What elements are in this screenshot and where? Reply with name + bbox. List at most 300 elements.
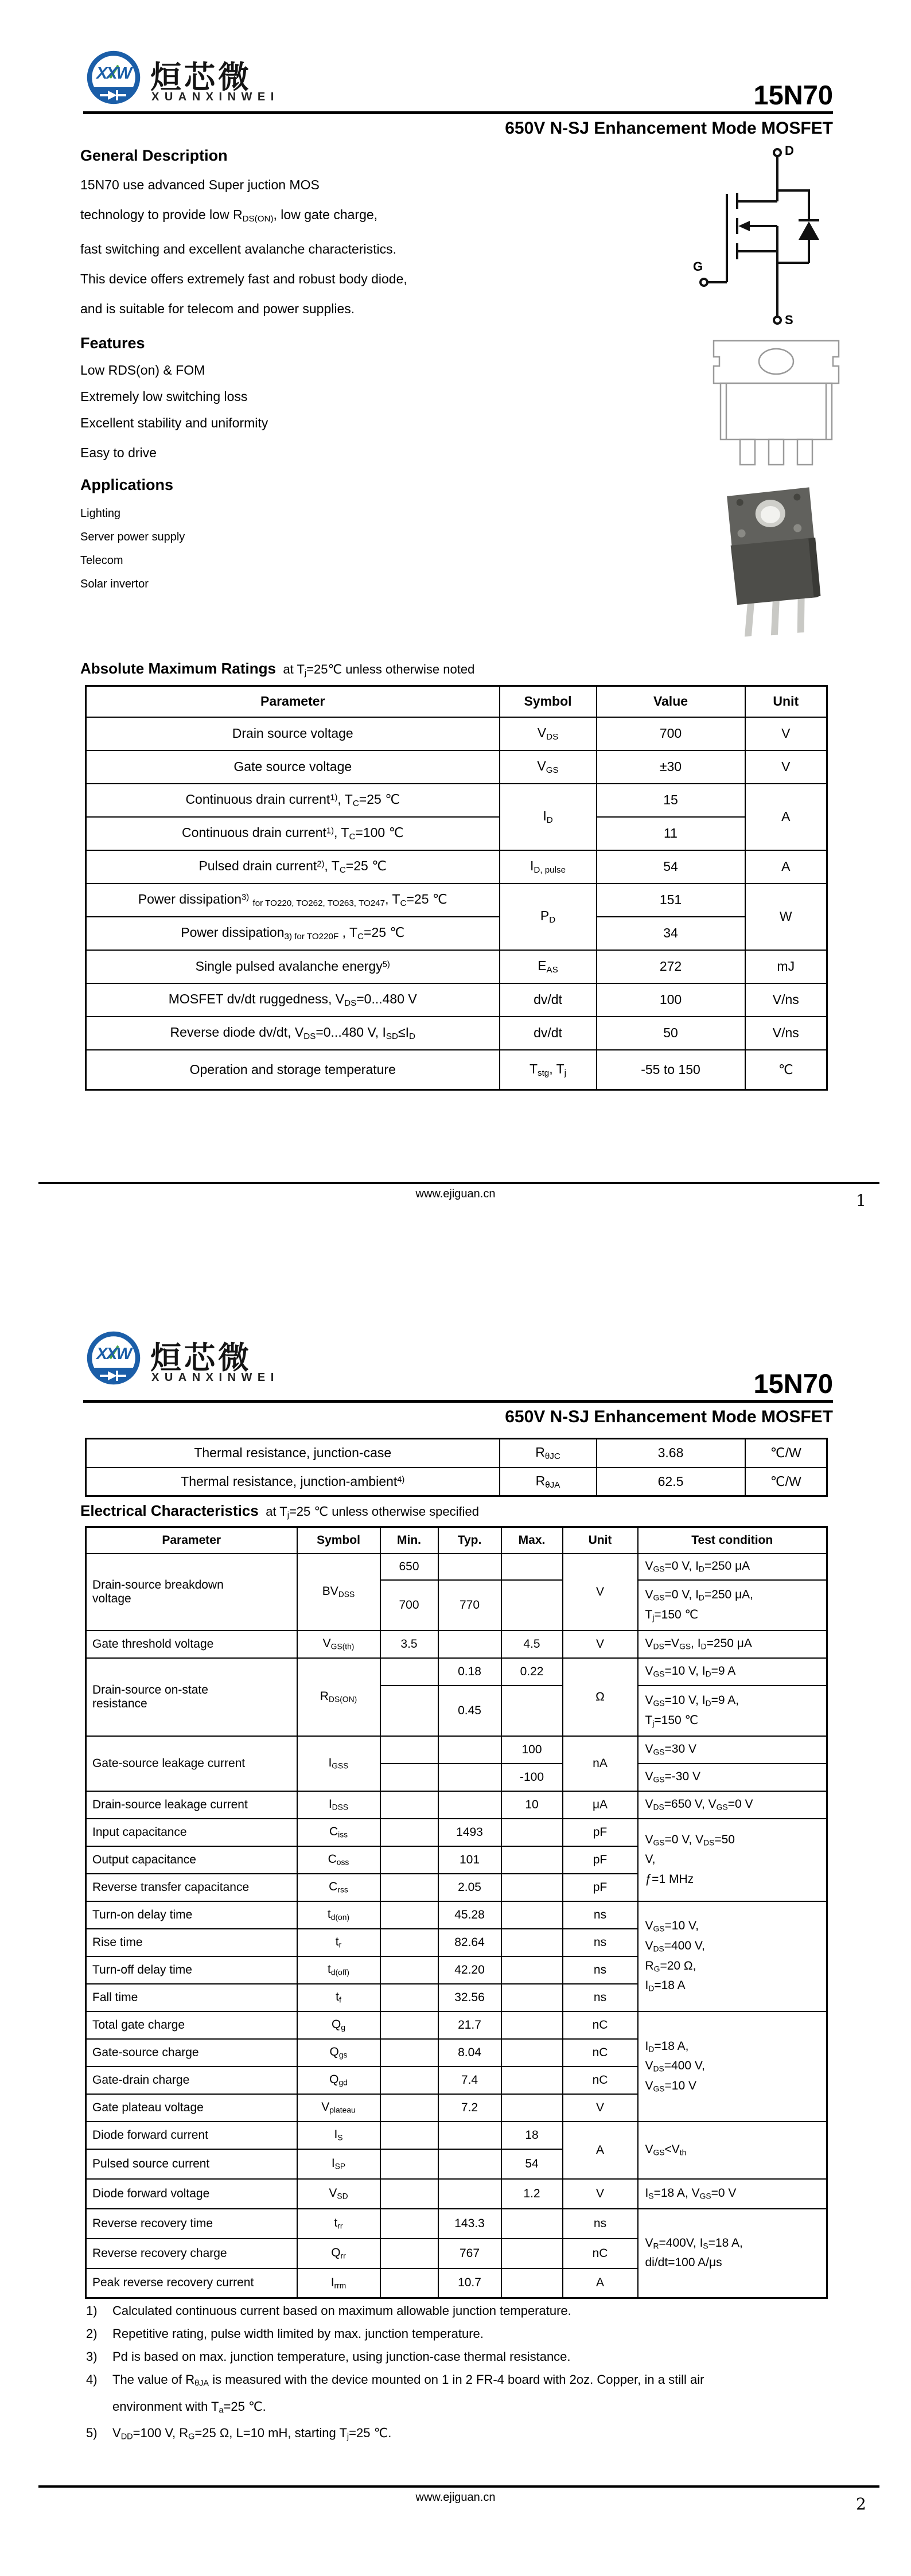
- col-symbol: Symbol: [297, 1527, 380, 1554]
- blank-cell: [438, 1736, 501, 1764]
- parameter-cell: Gate plateau voltage: [86, 2094, 297, 2122]
- table-row: [86, 784, 827, 817]
- table-row: [86, 2179, 827, 2209]
- blank-cell: [380, 2239, 438, 2268]
- col-test-condition: Test condition: [638, 1527, 827, 1554]
- unit-cell: ℃/W: [745, 1439, 827, 1468]
- note-number: 1): [86, 2303, 98, 2318]
- parameter-cell: Peak reverse recovery current: [86, 2268, 297, 2298]
- brand-name-cn: 烜芯微: [150, 60, 252, 95]
- unit-cell: nA: [563, 1736, 638, 1791]
- unit-cell: Ω: [563, 1658, 638, 1736]
- col-parameter: Parameter: [86, 1527, 297, 1554]
- col-value: Value: [597, 686, 745, 717]
- max-cell: 0.22: [501, 1658, 563, 1686]
- note-item: [86, 2422, 843, 2449]
- blank-cell: [501, 2094, 563, 2122]
- unit-cell: V: [745, 717, 827, 750]
- typ-cell: 2.05: [438, 1874, 501, 1901]
- min-cell: 650: [380, 1554, 438, 1580]
- value-cell: 11: [597, 817, 745, 850]
- unit-cell: ℃/W: [745, 1468, 827, 1496]
- unit-cell: pF: [563, 1874, 638, 1901]
- condition-cell: $V_{GS}<V_{th}$: [638, 2122, 827, 2179]
- blank-cell: [380, 2268, 438, 2298]
- typ-cell: 21.7: [438, 2011, 501, 2039]
- parameter-cell: Power dissipation$^{3)}$ $_{for TO220, TO262, TO263, TO247}$, $T_C=25$ ℃: [86, 884, 500, 917]
- parameter-cell: Rise time: [86, 1929, 297, 1956]
- blank-cell: [501, 2209, 563, 2239]
- note-text: $V_{DD}=100$ V, $R_G=25$ Ω, L=10 mH, starting $T_j=25$ ℃.: [112, 2426, 392, 2442]
- symbol-cell: $Q_{gs}$: [297, 2039, 380, 2067]
- brand-name-en: XUANXINWEI: [151, 1371, 279, 1384]
- note-number: 4): [86, 2372, 98, 2387]
- blank-cell: [501, 1686, 563, 1736]
- unit-cell: ns: [563, 2209, 638, 2239]
- blank-cell: [380, 2149, 438, 2179]
- unit-cell: ns: [563, 1984, 638, 2011]
- typ-cell: 767: [438, 2239, 501, 2268]
- blank-cell: [501, 2067, 563, 2094]
- blank-cell: [380, 1791, 438, 1819]
- blank-cell: [380, 1929, 438, 1956]
- parameter-cell: Turn-on delay time: [86, 1901, 297, 1929]
- symbol-cell: $I_{DSS}$: [297, 1791, 380, 1819]
- symbol-cell: $V_{DS}$: [500, 717, 597, 750]
- blank-cell: [438, 1554, 501, 1580]
- part-number: 15N70: [753, 80, 833, 110]
- col-max: Max.: [501, 1527, 563, 1554]
- blank-cell: [501, 1819, 563, 1846]
- symbol-cell: $R_{\theta JC}$: [500, 1439, 597, 1468]
- symbol-cell: $I_D$: [500, 784, 597, 850]
- footer-rule: [38, 2485, 879, 2488]
- table-row: [86, 1901, 827, 1929]
- features-heading: Features: [80, 334, 145, 352]
- description-line: 15N70 use advanced Super juction MOS: [80, 177, 320, 192]
- unit-cell: V/ns: [745, 1017, 827, 1050]
- value-cell: 50: [597, 1017, 745, 1050]
- thermal-table: [85, 1438, 828, 1497]
- max-cell: 1.2: [501, 2179, 563, 2209]
- unit-cell: A: [745, 850, 827, 884]
- unit-cell: V: [745, 750, 827, 784]
- application-item: Telecom: [80, 554, 123, 567]
- value-cell: 3.68: [597, 1439, 745, 1468]
- brand-monogram: XXW: [96, 64, 131, 83]
- blank-cell: [380, 1736, 438, 1764]
- description-line: fast switching and excellent avalanche characteristics.: [80, 241, 397, 256]
- parameter-cell: Drain-source breakdown voltage: [86, 1554, 297, 1631]
- parameter-cell: Diode forward voltage: [86, 2179, 297, 2209]
- table-row: [86, 1736, 827, 1764]
- device-subtitle: 650V N-SJ Enhancement Mode MOSFET: [505, 119, 833, 138]
- unit-cell: ns: [563, 1956, 638, 1984]
- symbol-cell: $C_{iss}$: [297, 1819, 380, 1846]
- max-cell: 10: [501, 1791, 563, 1819]
- parameter-cell: Fall time: [86, 1984, 297, 2011]
- typ-cell: 143.3: [438, 2209, 501, 2239]
- blank-cell: [380, 2039, 438, 2067]
- note-item: [86, 2345, 843, 2368]
- blank-cell: [380, 1874, 438, 1901]
- parameter-cell: Thermal resistance, junction-case: [86, 1439, 500, 1468]
- min-cell: 3.5: [380, 1631, 438, 1658]
- page-number: 1: [856, 1191, 866, 1210]
- blank-cell: [380, 1984, 438, 2011]
- symbol-cell: $V_{GS(th)}$: [297, 1631, 380, 1658]
- application-item: Server power supply: [80, 531, 185, 543]
- note-item: [86, 2322, 843, 2345]
- value-cell: 700: [597, 717, 745, 750]
- brand-name-cn: 烜芯微: [150, 1341, 252, 1375]
- abs-max-heading-bold: Absolute Maximum Ratings: [80, 660, 276, 677]
- table-row: [86, 884, 827, 917]
- table-row: [86, 1439, 827, 1468]
- unit-cell: V: [563, 2094, 638, 2122]
- max-cell: 54: [501, 2149, 563, 2179]
- parameter-cell: Pulsed drain current$^{2)}$, $T_C=25$ ℃: [86, 850, 500, 884]
- col-typ: Typ.: [438, 1527, 501, 1554]
- header-rule: [83, 1400, 833, 1403]
- unit-cell: W: [745, 884, 827, 950]
- symbol-cell: $Q_g$: [297, 2011, 380, 2039]
- note-text: Calculated continuous current based on maximum allowable junction temperature.: [112, 2303, 571, 2318]
- symbol-cell: $R_{\theta JA}$: [500, 1468, 597, 1496]
- note-number: 5): [86, 2426, 98, 2441]
- typ-cell: 7.2: [438, 2094, 501, 2122]
- description-line: This device offers extremely fast and robust body diode,: [80, 271, 407, 286]
- parameter-cell: Reverse transfer capacitance: [86, 1874, 297, 1901]
- drain-label: D: [785, 143, 794, 158]
- parameter-cell: Thermal resistance, junction-ambient$^{4)}$: [86, 1468, 500, 1496]
- table-header-row: [86, 1527, 827, 1554]
- blank-cell: [501, 1580, 563, 1631]
- parameter-cell: Input capacitance: [86, 1819, 297, 1846]
- unit-cell: ns: [563, 1929, 638, 1956]
- symbol-cell: $Q_{rr}$: [297, 2239, 380, 2268]
- parameter-cell: Reverse recovery charge: [86, 2239, 297, 2268]
- table-row: [86, 1791, 827, 1819]
- table-row: [86, 750, 827, 784]
- unit-cell: A: [563, 2268, 638, 2298]
- parameter-cell: Single pulsed avalanche energy$^{5)}$: [86, 950, 500, 983]
- unit-cell: V/ns: [745, 983, 827, 1017]
- blank-cell: [438, 2122, 501, 2149]
- blank-cell: [501, 1984, 563, 2011]
- typ-cell: 101: [438, 1846, 501, 1874]
- symbol-cell: $Q_{gd}$: [297, 2067, 380, 2094]
- parameter-cell: Continuous drain current$^{1)}$, $T_C=100$ ℃: [86, 817, 500, 850]
- symbol-cell: $T_{stg}$, $T_j$: [500, 1050, 597, 1090]
- parameter-cell: Continuous drain current$^{1)}$, $T_C=25$ ℃: [86, 784, 500, 817]
- blank-cell: [380, 1819, 438, 1846]
- typ-cell: 0.45: [438, 1686, 501, 1736]
- typ-cell: 42.20: [438, 1956, 501, 1984]
- symbol-cell: dv/dt: [500, 983, 597, 1017]
- parameter-cell: Diode forward current: [86, 2122, 297, 2149]
- blank-cell: [380, 2011, 438, 2039]
- symbol-cell: $V_{SD}$: [297, 2179, 380, 2209]
- condition-cell: $V_{GS}=0$ V, $I_D=250$ μA, $T_j=150$ ℃: [638, 1580, 827, 1631]
- table-row: [86, 1050, 827, 1090]
- unit-cell: nC: [563, 2039, 638, 2067]
- parameter-cell: Gate-source charge: [86, 2039, 297, 2067]
- condition-cell: $V_{GS}=0$ V, $I_D=250$ μA: [638, 1554, 827, 1580]
- application-item: Lighting: [80, 507, 121, 520]
- brand-name-en: XUANXINWEI: [151, 91, 279, 103]
- mosfet-symbol-icon: [691, 145, 846, 334]
- part-number: 15N70: [753, 1368, 833, 1399]
- brand-monogram: XXW: [96, 1345, 131, 1363]
- description-line: and is suitable for telecom and power supplies.: [80, 301, 355, 316]
- symbol-cell: $BV_{DSS}$: [297, 1554, 380, 1631]
- note-item: [86, 2368, 843, 2422]
- symbol-cell: $t_{d(off)}$: [297, 1956, 380, 1984]
- blank-cell: [438, 2149, 501, 2179]
- condition-cell: $V_{GS}=0$ V, $V_{DS}=50$ V, ƒ=1 MHz: [638, 1819, 827, 1901]
- condition-cell: $V_{GS}=-30$ V: [638, 1764, 827, 1791]
- value-cell: 62.5: [597, 1468, 745, 1496]
- unit-cell: nC: [563, 2011, 638, 2039]
- feature-item: Extremely low switching loss: [80, 389, 248, 404]
- typ-cell: 82.64: [438, 1929, 501, 1956]
- condition-cell: $V_{GS}=10$ V, $I_D=9$ A: [638, 1658, 827, 1686]
- note-number: 2): [86, 2326, 98, 2341]
- notes-list: [86, 2299, 843, 2449]
- parameter-cell: Gate threshold voltage: [86, 1631, 297, 1658]
- value-cell: 15: [597, 784, 745, 817]
- symbol-cell: $I_{D, pulse}$: [500, 850, 597, 884]
- blank-cell: [501, 2011, 563, 2039]
- blank-cell: [380, 1764, 438, 1791]
- unit-cell: mJ: [745, 950, 827, 983]
- table-row: [86, 1468, 827, 1496]
- table-row: [86, 1631, 827, 1658]
- value-cell: ±30: [597, 750, 745, 784]
- blank-cell: [501, 1846, 563, 1874]
- symbol-cell: $E_{AS}$: [500, 950, 597, 983]
- applications-heading: Applications: [80, 476, 174, 493]
- table-row: [86, 2209, 827, 2239]
- min-cell: 700: [380, 1580, 438, 1631]
- blank-cell: [501, 1901, 563, 1929]
- typ-cell: 32.56: [438, 1984, 501, 2011]
- unit-cell: V: [563, 1554, 638, 1631]
- package-photo: [714, 485, 832, 640]
- source-label: S: [785, 313, 793, 327]
- table-row: [86, 1658, 827, 1686]
- value-cell: 100: [597, 983, 745, 1017]
- typ-cell: 1493: [438, 1819, 501, 1846]
- abs-max-table: [85, 685, 828, 1091]
- blank-cell: [380, 2179, 438, 2209]
- symbol-cell: $t_f$: [297, 1984, 380, 2011]
- table-header-row: [86, 686, 827, 717]
- typ-cell: 7.4: [438, 2067, 501, 2094]
- parameter-cell: Gate source voltage: [86, 750, 500, 784]
- symbol-cell: $R_{DS(ON)}$: [297, 1658, 380, 1736]
- note-text: The value of $R_{\theta JA}$ is measured with the device mounted on 1 in 2 FR-4 board with 2oz. Copper, in a still air environment with $T_a=25$ ℃.: [112, 2372, 704, 2415]
- typ-cell: 10.7: [438, 2268, 501, 2298]
- feature-item: Low RDS(on) & FOM: [80, 363, 205, 378]
- symbol-cell: $I_{SP}$: [297, 2149, 380, 2179]
- unit-cell: pF: [563, 1846, 638, 1874]
- parameter-cell: Operation and storage temperature: [86, 1050, 500, 1090]
- symbol-cell: $C_{rss}$: [297, 1874, 380, 1901]
- symbol-cell: $I_S$: [297, 2122, 380, 2149]
- note-item: [86, 2299, 843, 2322]
- footer-url: www.ejiguan.cn: [415, 2491, 496, 2504]
- electrical-heading-bold: Electrical Characteristics: [80, 1502, 259, 1519]
- footer-rule: [38, 1182, 879, 1184]
- parameter-cell: Output capacitance: [86, 1846, 297, 1874]
- typ-cell: 8.04: [438, 2039, 501, 2067]
- electrical-table: [85, 1526, 828, 2299]
- max-cell: 100: [501, 1736, 563, 1764]
- symbol-cell: $V_{plateau}$: [297, 2094, 380, 2122]
- general-description-text: [80, 170, 407, 324]
- table-row: [86, 817, 827, 850]
- parameter-cell: Drain source voltage: [86, 717, 500, 750]
- header-rule: [83, 111, 833, 114]
- parameter-cell: Reverse diode dv/dt, $V_{DS}=0...480$ V, $I_{SD}\le I_D$: [86, 1017, 500, 1050]
- unit-cell: A: [745, 784, 827, 850]
- device-subtitle: 650V N-SJ Enhancement Mode MOSFET: [505, 1407, 833, 1426]
- max-cell: 18: [501, 2122, 563, 2149]
- gate-label: G: [693, 259, 703, 274]
- typ-cell: 0.18: [438, 1658, 501, 1686]
- electrical-heading-note: at $T_j=25$ ℃ unless otherwise specified: [266, 1504, 479, 1520]
- note-text: Repetitive rating, pulse width limited by max. junction temperature.: [112, 2326, 484, 2341]
- blank-cell: [380, 1956, 438, 1984]
- unit-cell: nC: [563, 2239, 638, 2268]
- blank-cell: [380, 1658, 438, 1686]
- table-row: [86, 2011, 827, 2039]
- table-row: [86, 850, 827, 884]
- feature-item: Excellent stability and uniformity: [80, 415, 268, 430]
- col-parameter: Parameter: [86, 686, 500, 717]
- parameter-cell: Pulsed source current: [86, 2149, 297, 2179]
- blank-cell: [438, 1764, 501, 1791]
- col-unit: Unit: [745, 686, 827, 717]
- note-number: 3): [86, 2349, 98, 2364]
- symbol-cell: $I_{rrm}$: [297, 2268, 380, 2298]
- blank-cell: [501, 2039, 563, 2067]
- value-cell: 272: [597, 950, 745, 983]
- application-item: Solar invertor: [80, 578, 149, 590]
- abs-max-heading-note: at $T_j=25℃$ unless otherwise noted: [283, 662, 475, 678]
- value-cell: 34: [597, 917, 745, 950]
- parameter-cell: Turn-off delay time: [86, 1956, 297, 1984]
- blank-cell: [438, 1791, 501, 1819]
- unit-cell: ns: [563, 1901, 638, 1929]
- col-min: Min.: [380, 1527, 438, 1554]
- parameter-cell: Gate-source leakage current: [86, 1736, 297, 1791]
- description-line: technology to provide low $R_{DS(ON)}$, low gate charge,: [80, 207, 378, 224]
- blank-cell: [380, 1901, 438, 1929]
- condition-cell: $V_{GS}=10$ V, $V_{DS}=400$ V, $R_G=20$ Ω, $I_D=18$ A: [638, 1901, 827, 2011]
- parameter-cell: Total gate charge: [86, 2011, 297, 2039]
- symbol-cell: $t_r$: [297, 1929, 380, 1956]
- package-outline-drawing: [704, 337, 848, 468]
- parameter-cell: Drain-source leakage current: [86, 1791, 297, 1819]
- table-row: [86, 950, 827, 983]
- table-row: [86, 2122, 827, 2149]
- blank-cell: [438, 1631, 501, 1658]
- symbol-cell: $t_{rr}$: [297, 2209, 380, 2239]
- blank-cell: [501, 1929, 563, 1956]
- blank-cell: [380, 2122, 438, 2149]
- max-cell: -100: [501, 1764, 563, 1791]
- symbol-cell: $V_{GS}$: [500, 750, 597, 784]
- condition-cell: $V_{GS}=10$ V, $I_D=9$ A, $T_j=150$ ℃: [638, 1686, 827, 1736]
- parameter-cell: MOSFET dv/dt ruggedness, $V_{DS}=0...480$ V: [86, 983, 500, 1017]
- unit-cell: V: [563, 1631, 638, 1658]
- electrical-heading: [80, 1502, 479, 1520]
- condition-cell: $V_{DS}=650$ V, $V_{GS}=0$ V: [638, 1791, 827, 1819]
- symbol-cell: $I_{GSS}$: [297, 1736, 380, 1791]
- general-description-heading: General Description: [80, 147, 228, 164]
- max-cell: 4.5: [501, 1631, 563, 1658]
- unit-cell: A: [563, 2122, 638, 2179]
- parameter-cell: Power dissipation$_{3) for TO220F}$ , $T_C=25$ ℃: [86, 917, 500, 950]
- unit-cell: μA: [563, 1791, 638, 1819]
- note-text: Pd is based on max. junction temperature, using junction-case thermal resistance.: [112, 2349, 571, 2364]
- symbol-cell: $P_D$: [500, 884, 597, 950]
- parameter-cell: Reverse recovery time: [86, 2209, 297, 2239]
- blank-cell: [380, 2094, 438, 2122]
- typ-cell: 45.28: [438, 1901, 501, 1929]
- table-row: [86, 1554, 827, 1580]
- unit-cell: ℃: [745, 1050, 827, 1090]
- condition-cell: $V_R=400V$, $I_S=18$ A, di/dt=100 A/μs: [638, 2209, 827, 2298]
- symbol-cell: $t_{d(on)}$: [297, 1901, 380, 1929]
- blank-cell: [501, 1874, 563, 1901]
- symbol-cell: dv/dt: [500, 1017, 597, 1050]
- unit-cell: nC: [563, 2067, 638, 2094]
- table-row: [86, 917, 827, 950]
- parameter-cell: Drain-source on-state resistance: [86, 1658, 297, 1736]
- condition-cell: $V_{DS}=V_{GS}$, $I_D=250$ μA: [638, 1631, 827, 1658]
- page-number: 2: [856, 2495, 866, 2513]
- unit-cell: pF: [563, 1819, 638, 1846]
- table-row: [86, 717, 827, 750]
- blank-cell: [501, 2268, 563, 2298]
- table-row: [86, 1819, 827, 1846]
- blank-cell: [380, 1686, 438, 1736]
- abs-max-heading: [80, 660, 474, 678]
- condition-cell: $V_{GS}=30$ V: [638, 1736, 827, 1764]
- table-row: [86, 983, 827, 1017]
- value-cell: 151: [597, 884, 745, 917]
- blank-cell: [501, 1956, 563, 1984]
- symbol-cell: $C_{oss}$: [297, 1846, 380, 1874]
- footer-url: www.ejiguan.cn: [415, 1188, 496, 1200]
- col-unit: Unit: [563, 1527, 638, 1554]
- condition-cell: $I_S=18$ A, $V_{GS}=0$ V: [638, 2179, 827, 2209]
- parameter-cell: Gate-drain charge: [86, 2067, 297, 2094]
- blank-cell: [380, 2067, 438, 2094]
- blank-cell: [501, 2239, 563, 2268]
- blank-cell: [380, 1846, 438, 1874]
- typ-cell: 770: [438, 1580, 501, 1631]
- blank-cell: [438, 2179, 501, 2209]
- blank-cell: [501, 1554, 563, 1580]
- table-row: [86, 1017, 827, 1050]
- value-cell: -55 to 150: [597, 1050, 745, 1090]
- value-cell: 54: [597, 850, 745, 884]
